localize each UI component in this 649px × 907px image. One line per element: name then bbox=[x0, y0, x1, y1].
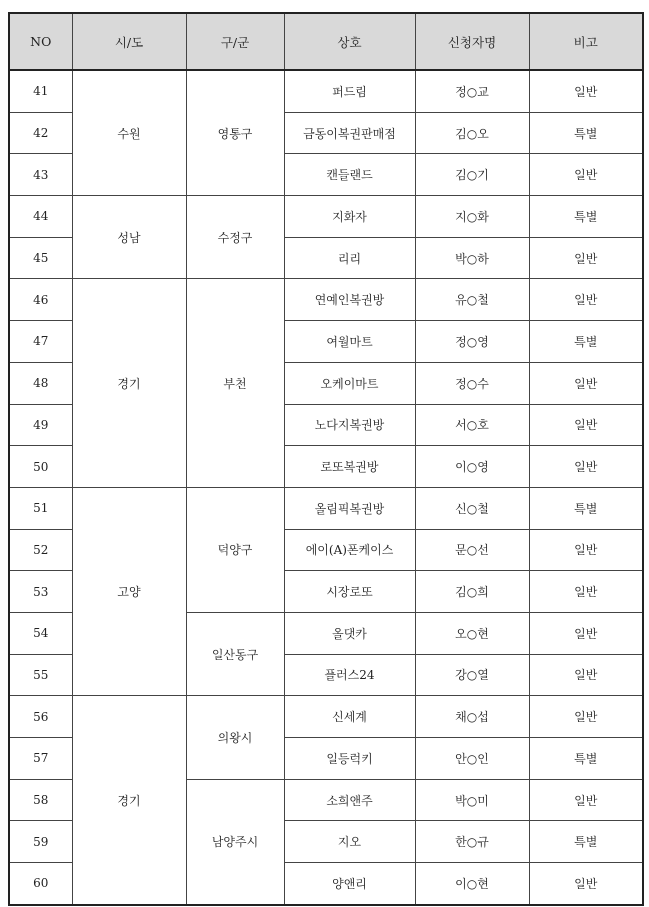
shop-name-cell: 로또복권방 bbox=[284, 446, 415, 488]
header-no: NO bbox=[9, 13, 72, 70]
shop-name-cell: 플러스24 bbox=[284, 654, 415, 696]
row-number: 50 bbox=[9, 446, 72, 488]
applicant-cell: 한○규 bbox=[415, 821, 529, 863]
row-number: 51 bbox=[9, 487, 72, 529]
row-number: 45 bbox=[9, 237, 72, 279]
row-number: 54 bbox=[9, 612, 72, 654]
note-cell: 일반 bbox=[529, 446, 643, 488]
shop-name-cell: 에이(A)폰케이스 bbox=[284, 529, 415, 571]
row-number: 60 bbox=[9, 863, 72, 905]
note-cell: 일반 bbox=[529, 863, 643, 905]
note-cell: 일반 bbox=[529, 696, 643, 738]
header-gugun: 구/군 bbox=[186, 13, 284, 70]
gugun-cell: 수정구 bbox=[186, 196, 284, 279]
shop-name-cell: 연예인복권방 bbox=[284, 279, 415, 321]
note-cell: 특별 bbox=[529, 321, 643, 363]
note-cell: 특별 bbox=[529, 196, 643, 238]
note-cell: 일반 bbox=[529, 571, 643, 613]
gugun-cell: 부천 bbox=[186, 279, 284, 487]
applicant-cell: 정○교 bbox=[415, 70, 529, 112]
applicant-cell: 지○화 bbox=[415, 196, 529, 238]
row-number: 42 bbox=[9, 112, 72, 154]
applicant-cell: 서○호 bbox=[415, 404, 529, 446]
shop-name-cell: 올댓카 bbox=[284, 612, 415, 654]
sido-cell: 성남 bbox=[72, 196, 186, 279]
shop-name-cell: 금동이복권판매점 bbox=[284, 112, 415, 154]
note-cell: 일반 bbox=[529, 654, 643, 696]
shop-name-cell: 퍼드림 bbox=[284, 70, 415, 112]
note-cell: 특별 bbox=[529, 738, 643, 780]
applicant-cell: 강○열 bbox=[415, 654, 529, 696]
note-cell: 특별 bbox=[529, 112, 643, 154]
shop-name-cell: 시장로또 bbox=[284, 571, 415, 613]
sido-cell: 경기 bbox=[72, 279, 186, 487]
row-number: 48 bbox=[9, 362, 72, 404]
note-cell: 일반 bbox=[529, 279, 643, 321]
shop-name-cell: 소희앤주 bbox=[284, 779, 415, 821]
table-row bbox=[9, 696, 643, 738]
note-cell: 특별 bbox=[529, 487, 643, 529]
shop-name-cell: 여월마트 bbox=[284, 321, 415, 363]
shop-name-cell: 리리 bbox=[284, 237, 415, 279]
table-body bbox=[9, 70, 643, 905]
note-cell: 일반 bbox=[529, 154, 643, 196]
gugun-cell: 남양주시 bbox=[186, 779, 284, 905]
gugun-cell: 의왕시 bbox=[186, 696, 284, 779]
applicant-cell: 이○현 bbox=[415, 863, 529, 905]
shop-name-cell: 지화자 bbox=[284, 196, 415, 238]
applicant-cell: 정○수 bbox=[415, 362, 529, 404]
note-cell: 일반 bbox=[529, 404, 643, 446]
sido-cell: 경기 bbox=[72, 696, 186, 905]
applicant-cell: 채○섭 bbox=[415, 696, 529, 738]
table-row bbox=[9, 487, 643, 529]
row-number: 41 bbox=[9, 70, 72, 112]
table-row bbox=[9, 70, 643, 112]
applicant-cell: 오○현 bbox=[415, 612, 529, 654]
shop-name-cell: 지오 bbox=[284, 821, 415, 863]
applicant-cell: 신○철 bbox=[415, 487, 529, 529]
applicant-cell: 안○인 bbox=[415, 738, 529, 780]
table-header-row bbox=[9, 13, 643, 70]
note-cell: 일반 bbox=[529, 612, 643, 654]
applicant-cell: 김○오 bbox=[415, 112, 529, 154]
row-number: 56 bbox=[9, 696, 72, 738]
sido-cell: 고양 bbox=[72, 487, 186, 695]
applicant-cell: 이○영 bbox=[415, 446, 529, 488]
row-number: 47 bbox=[9, 321, 72, 363]
gugun-cell: 영통구 bbox=[186, 70, 284, 196]
note-cell: 일반 bbox=[529, 362, 643, 404]
sido-cell: 수원 bbox=[72, 70, 186, 196]
shop-name-cell: 오케이마트 bbox=[284, 362, 415, 404]
applicant-cell: 유○철 bbox=[415, 279, 529, 321]
shop-name-cell: 노다지복권방 bbox=[284, 404, 415, 446]
note-cell: 일반 bbox=[529, 779, 643, 821]
shop-name-cell: 캔들랜드 bbox=[284, 154, 415, 196]
row-number: 59 bbox=[9, 821, 72, 863]
applicant-cell: 문○선 bbox=[415, 529, 529, 571]
row-number: 52 bbox=[9, 529, 72, 571]
store-table bbox=[8, 12, 644, 906]
header-applicant: 신청자명 bbox=[415, 13, 529, 70]
applicant-cell: 박○하 bbox=[415, 237, 529, 279]
gugun-cell: 일산동구 bbox=[186, 612, 284, 695]
row-number: 49 bbox=[9, 404, 72, 446]
table-row bbox=[9, 196, 643, 238]
note-cell: 일반 bbox=[529, 70, 643, 112]
row-number: 53 bbox=[9, 571, 72, 613]
applicant-cell: 김○희 bbox=[415, 571, 529, 613]
header-sido: 시/도 bbox=[72, 13, 186, 70]
note-cell: 일반 bbox=[529, 529, 643, 571]
table-row bbox=[9, 279, 643, 321]
header-note: 비고 bbox=[529, 13, 643, 70]
gugun-cell: 덕양구 bbox=[186, 487, 284, 612]
header-shop: 상호 bbox=[284, 13, 415, 70]
note-cell: 특별 bbox=[529, 821, 643, 863]
row-number: 44 bbox=[9, 196, 72, 238]
shop-name-cell: 신세계 bbox=[284, 696, 415, 738]
row-number: 43 bbox=[9, 154, 72, 196]
applicant-cell: 김○기 bbox=[415, 154, 529, 196]
shop-name-cell: 일등럭키 bbox=[284, 738, 415, 780]
row-number: 57 bbox=[9, 738, 72, 780]
applicant-cell: 정○영 bbox=[415, 321, 529, 363]
row-number: 58 bbox=[9, 779, 72, 821]
row-number: 46 bbox=[9, 279, 72, 321]
note-cell: 일반 bbox=[529, 237, 643, 279]
row-number: 55 bbox=[9, 654, 72, 696]
shop-name-cell: 올림픽복권방 bbox=[284, 487, 415, 529]
applicant-cell: 박○미 bbox=[415, 779, 529, 821]
shop-name-cell: 양앤리 bbox=[284, 863, 415, 905]
